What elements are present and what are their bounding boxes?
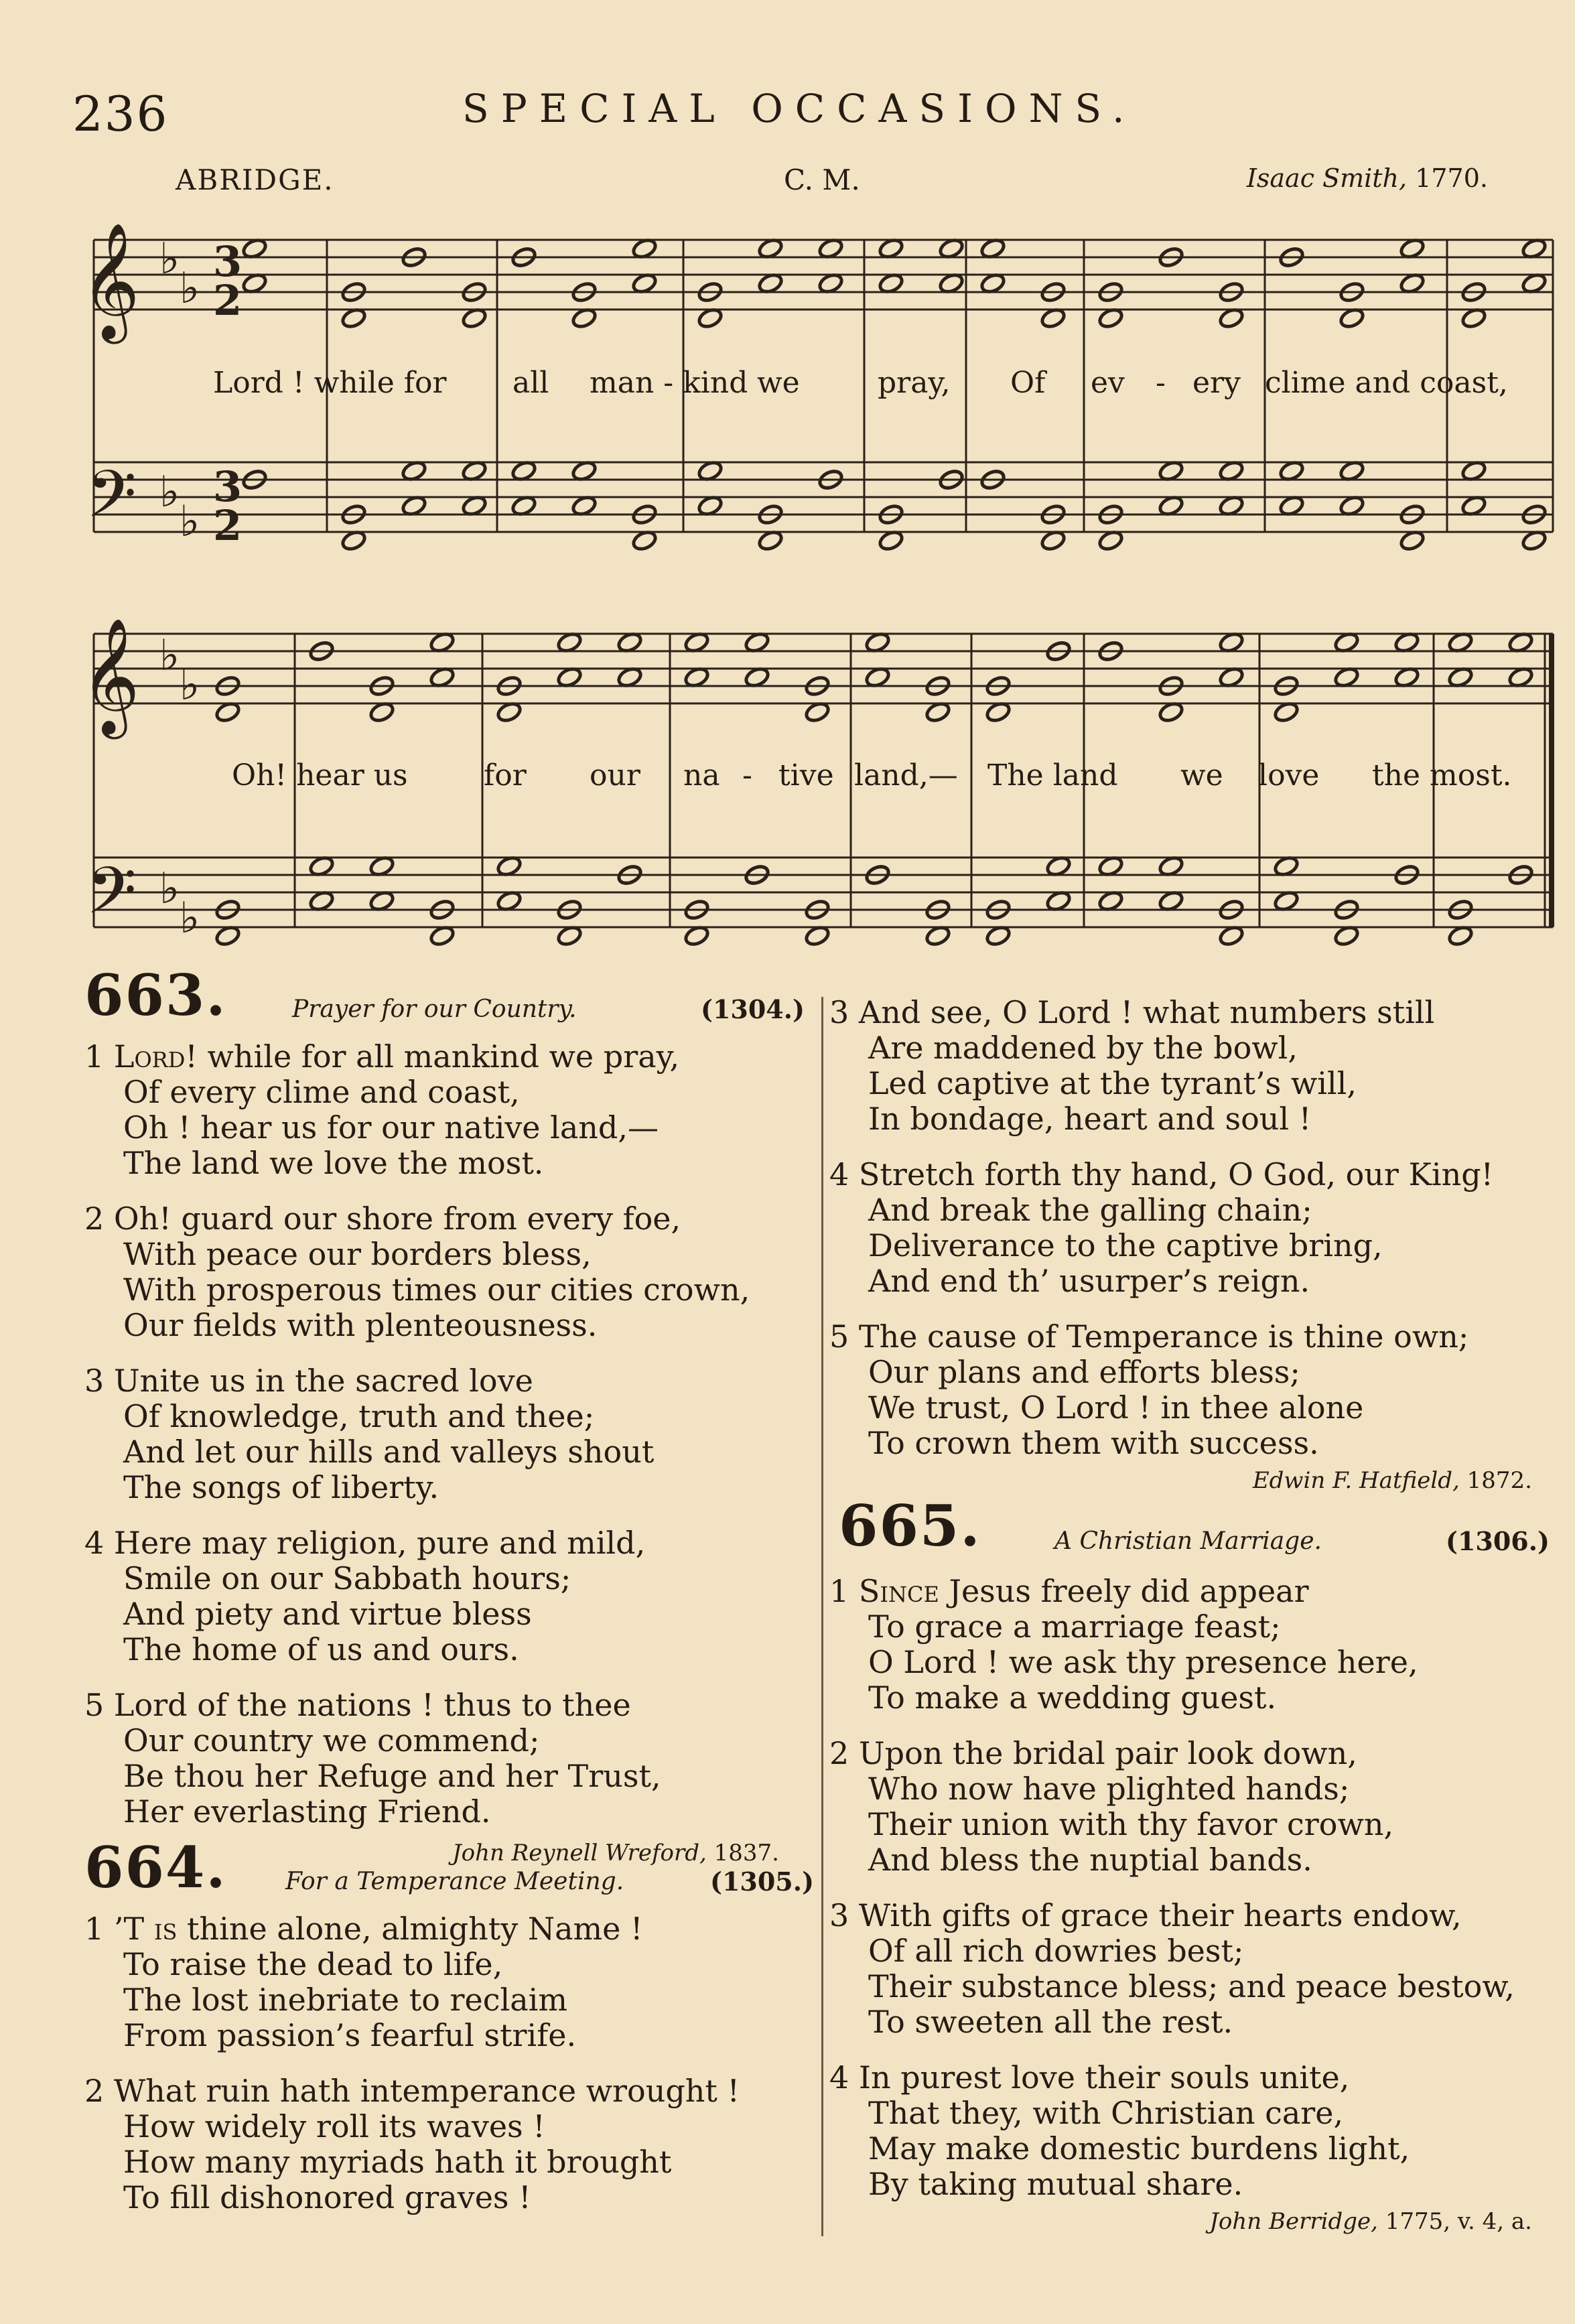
line-text: Their union with thy favor crown, (868, 1806, 1394, 1842)
lyric-syllable: Of (1010, 366, 1046, 400)
hymn-line (123, 2017, 576, 2053)
stanza-number: 3 (829, 994, 859, 1030)
stanza-number: 2 (829, 1735, 859, 1771)
hymn-title: Prayer for our Country. (292, 996, 577, 1023)
stanza-number: 4 (829, 1156, 859, 1192)
tune-name: ABRIDGE. (176, 163, 334, 196)
flat-icon: ♭ (180, 894, 200, 943)
line-text: The lost inebriate to reclaim (123, 1982, 567, 2018)
first-word: Lord (113, 1038, 186, 1075)
line-text: And break the galling chain; (868, 1192, 1312, 1228)
line-text: The cause of Temperance is thine own; (858, 1318, 1469, 1355)
hymn-author (1209, 2208, 1532, 2235)
tune-meter: C. M. (784, 163, 860, 196)
time-signature-top: 3 (213, 462, 243, 511)
line-text: And end th’ usurper’s reign. (868, 1263, 1310, 1299)
line-text: Her everlasting Friend. (123, 1793, 491, 1830)
hymn-number: 665. (839, 1493, 981, 1559)
stanza-number: 3 (829, 1897, 859, 1933)
line-text: To fill dishonored graves ! (123, 2179, 531, 2215)
line-text: Of every clime and coast, (123, 1074, 520, 1110)
bass-clef-icon: 𝄢 (86, 456, 137, 548)
hymn-ref: (1305.) (710, 1866, 814, 1897)
lyric-syllable: ery (1192, 366, 1241, 400)
line-text: Here may religion, pure and mild, (113, 1525, 646, 1561)
author-name: John Reynell Wreford, (452, 1840, 714, 1866)
hymn-line (123, 1631, 519, 1667)
author-name: Edwin F. Hatfield, (1252, 1467, 1467, 1494)
hymn-line (84, 1363, 533, 1399)
line-text: Of all rich dowries best; (868, 1933, 1244, 1969)
hymn-line (868, 1389, 1363, 1426)
line-text: What ruin hath intemperance wrought ! (113, 2073, 740, 2109)
hymn-line (123, 1722, 539, 1759)
hymn-line (868, 1842, 1312, 1878)
treble-staff-1 (94, 240, 1553, 310)
hymn-line (829, 1897, 1462, 1933)
final-bar-thick (1549, 634, 1554, 927)
line-text: Their substance bless; and peace bestow, (868, 1968, 1515, 2004)
line-text: With peace our borders bless, (123, 1236, 592, 1272)
stanza-number: 1 (84, 1911, 114, 1947)
hymn-line (123, 1434, 654, 1470)
page-number: 236 (72, 86, 169, 142)
treble-clef-icon: 𝄞 (80, 618, 140, 734)
hymn-line (84, 2073, 740, 2109)
hymn-line (868, 1968, 1515, 2004)
hymn-line (868, 2130, 1410, 2167)
line-text: Oh! guard our shore from every foe, (113, 1201, 681, 1237)
lyric-syllable: the most. (1372, 758, 1512, 793)
hymn-title: For a Temperance Meeting. (285, 1868, 624, 1895)
stanza-number: 5 (84, 1687, 114, 1723)
hymn-ref: (1306.) (1446, 1526, 1550, 1556)
hymn-line (123, 2108, 545, 2144)
hymn-line (84, 1687, 631, 1723)
line-text: And bless the nuptial bands. (868, 1842, 1312, 1878)
line-text: To sweeten all the rest. (868, 2004, 1233, 2040)
line-text: Are maddened by the bowl, (868, 1030, 1298, 1066)
hymn-line (868, 1644, 1418, 1680)
lyric-syllable: clime and coast, (1265, 366, 1508, 400)
author-year: 1837. (713, 1840, 779, 1866)
lyric-syllable: na (683, 758, 720, 793)
notes (214, 237, 1548, 947)
author-name: John Berridge, (1209, 2208, 1385, 2235)
time-signature-bottom: 2 (213, 276, 243, 325)
hymn-line (868, 1609, 1281, 1645)
line-text: Be thou her Refuge and her Trust, (123, 1758, 661, 1794)
line-text: In bondage, heart and soul ! (868, 1101, 1312, 1137)
composer-year: 1770. (1415, 163, 1488, 193)
hymn-line (123, 1398, 594, 1434)
hymn-line (829, 994, 1434, 1030)
line-text: From passion’s fearful strife. (123, 2017, 577, 2053)
hymn-author (1253, 1467, 1532, 1494)
line-text: The land we love the most. (123, 1145, 544, 1181)
flat-icon: ♭ (180, 264, 200, 314)
lyric-syllable: ev (1091, 366, 1125, 400)
hymn-line (868, 1263, 1310, 1299)
hymn-line (123, 1982, 567, 2018)
line-text: That they, with Christian care, (868, 2095, 1344, 2131)
first-word: Since (858, 1573, 939, 1609)
hymn-line (84, 1201, 681, 1237)
lyric-syllable: - (742, 758, 752, 793)
line-text: To raise the dead to life, (123, 1946, 503, 1982)
hymn-line (868, 1192, 1312, 1228)
bar-lines (94, 240, 1554, 927)
hymn-line (123, 1236, 592, 1272)
hymn-line (123, 1596, 532, 1632)
hymn-664 (84, 1834, 227, 1901)
flat-icon: ♭ (180, 497, 200, 547)
line-text: Our fields with plenteousness. (123, 1307, 598, 1343)
stanza-number: 4 (84, 1525, 114, 1561)
hymn-line (84, 1038, 679, 1075)
lyric-syllable: all (512, 366, 549, 400)
hymn-line (868, 1806, 1393, 1842)
line-text: The home of us and ours. (123, 1631, 519, 1667)
hymn-line (123, 1109, 659, 1146)
bass-staff-1 (94, 462, 1553, 532)
lyric-syllable: pray, (878, 366, 951, 400)
hymn-line (123, 1145, 543, 1181)
author-year: 1775, v. 4, a. (1385, 2208, 1532, 2235)
hymn-line (868, 2004, 1233, 2040)
hymn-line (868, 1065, 1357, 1101)
line-text: How many myriads hath it brought (123, 2144, 672, 2180)
lyric-syllable: land,— (854, 758, 958, 793)
flat-icon: ♭ (159, 468, 180, 517)
line-text: Our plans and efforts bless; (868, 1354, 1300, 1390)
lyric-syllable: we (757, 366, 800, 400)
flat-icon: ♭ (159, 234, 180, 284)
hymn-line (123, 1560, 571, 1596)
line-text: To grace a marriage feast; (868, 1609, 1281, 1645)
line-text: With prosperous times our cities crown, (123, 1272, 750, 1308)
hymn-line (123, 1272, 750, 1308)
flat-icon: ♭ (159, 864, 180, 914)
line-text: Jesus freely did appear (939, 1573, 1309, 1609)
hymn-665 (839, 1493, 981, 1559)
hymn-line (123, 1946, 502, 1982)
time-signature-bottom: 2 (213, 501, 243, 550)
hymn-line (868, 1425, 1319, 1461)
hymn-ref: (1304.) (701, 994, 805, 1024)
hymn-line (868, 2166, 1243, 2202)
lyric-syllable: - (1156, 366, 1166, 400)
line-text: We trust, O Lord ! in thee alone (868, 1389, 1364, 1426)
line-text: To make a wedding guest. (868, 1680, 1277, 1716)
line-text: How widely roll its waves ! (123, 2108, 545, 2144)
hymn-line (123, 2179, 531, 2215)
lyric-syllable: love (1258, 758, 1320, 793)
line-text: Unite us in the sacred love (113, 1363, 533, 1399)
line-text: thine alone, almighty Name ! (177, 1911, 643, 1947)
lyric-syllable: The land (987, 758, 1118, 793)
stanza-number: 5 (829, 1318, 859, 1355)
hymn-line (123, 2144, 671, 2180)
line-text: And see, O Lord ! what numbers still (858, 994, 1435, 1030)
composer-name: Isaac Smith, (1246, 163, 1408, 193)
hymn-line (868, 1227, 1383, 1263)
hymn-line (868, 2095, 1343, 2131)
time-signature-top: 3 (213, 237, 243, 286)
line-text: Lord of the nations ! thus to thee (113, 1687, 631, 1723)
hymn-line (829, 1318, 1468, 1355)
line-text: Who now have plighted hands; (868, 1771, 1350, 1807)
hymn-line (868, 1354, 1300, 1390)
first-word: ’T is (113, 1911, 178, 1947)
lyric-syllable: Lord ! while for (213, 366, 447, 400)
hymn-author (452, 1840, 779, 1866)
hymn-line (868, 1771, 1349, 1807)
running-title: SPECIAL OCCASIONS. (462, 86, 1137, 131)
hymn-line (123, 1074, 520, 1110)
hymn-line (829, 1735, 1357, 1771)
line-text: By taking mutual share. (868, 2166, 1243, 2202)
hymn-line (868, 1101, 1311, 1137)
hymn-line (123, 1307, 597, 1343)
line-text: Oh ! hear us for our native land,— (123, 1109, 659, 1146)
line-text: ! while for all mankind we pray, (185, 1038, 680, 1075)
hymn-line (829, 2059, 1349, 2096)
lyric-syllable: Oh! hear us (232, 758, 408, 793)
stanza-number: 3 (84, 1363, 114, 1399)
line-text: To crown them with success. (868, 1425, 1319, 1461)
hymn-line (829, 1156, 1493, 1192)
hymn-line (868, 1030, 1298, 1066)
line-text: The songs of liberty. (123, 1469, 439, 1505)
bass-clef-icon: 𝄢 (86, 852, 137, 945)
lyric-syllable: tive (778, 758, 834, 793)
stanza-number: 4 (829, 2059, 859, 2096)
lyric-syllable: for (484, 758, 527, 793)
author-year: 1872. (1466, 1467, 1532, 1494)
line-text: Smile on our Sabbath hours; (123, 1560, 571, 1596)
stanza-number: 1 (84, 1038, 114, 1075)
hymn-663 (84, 962, 227, 1028)
hymn-line (123, 1793, 491, 1830)
hymn-number: 664. (84, 1834, 227, 1901)
hymn-line (123, 1469, 439, 1505)
hymn-line (123, 1758, 661, 1794)
line-text: And let our hills and valleys shout (123, 1434, 655, 1470)
column-divider (821, 997, 823, 2236)
hymn-line (84, 1525, 645, 1561)
flat-icon: ♭ (159, 631, 180, 681)
line-text: O Lord ! we ask thy presence here, (868, 1644, 1418, 1680)
line-text: In purest love their souls unite, (858, 2059, 1350, 2096)
line-text: May make domestic burdens light, (868, 2130, 1410, 2167)
line-text: Deliverance to the captive bring, (868, 1227, 1383, 1263)
flat-icon: ♭ (180, 661, 200, 710)
hymn-number: 663. (84, 962, 227, 1028)
treble-clef-icon: 𝄞 (80, 222, 140, 339)
line-text: With gifts of grace their hearts endow, (858, 1897, 1462, 1933)
hymn-line (868, 1680, 1276, 1716)
line-text: Our country we commend; (123, 1722, 540, 1759)
hymn-line (868, 1933, 1243, 1969)
hymn-line (829, 1573, 1309, 1609)
line-text: Of knowledge, truth and thee; (123, 1398, 595, 1434)
hymn-title: A Christian Marriage. (1054, 1527, 1322, 1555)
stanza-number: 2 (84, 1201, 114, 1237)
line-text: Upon the bridal pair look down, (858, 1735, 1357, 1771)
stanza-number: 2 (84, 2073, 114, 2109)
lyric-syllable: we (1180, 758, 1223, 793)
lyric-syllable: man - kind (590, 366, 748, 400)
line-text: And piety and virtue bless (123, 1596, 532, 1632)
music-score (0, 0, 1575, 965)
lyric-syllable: our (590, 758, 640, 793)
line-text: Led captive at the tyrant’s will, (868, 1065, 1357, 1101)
line-text: Stretch forth thy hand, O God, our King! (858, 1156, 1494, 1192)
hymn-line (84, 1911, 643, 1947)
stanza-number: 1 (829, 1573, 859, 1609)
